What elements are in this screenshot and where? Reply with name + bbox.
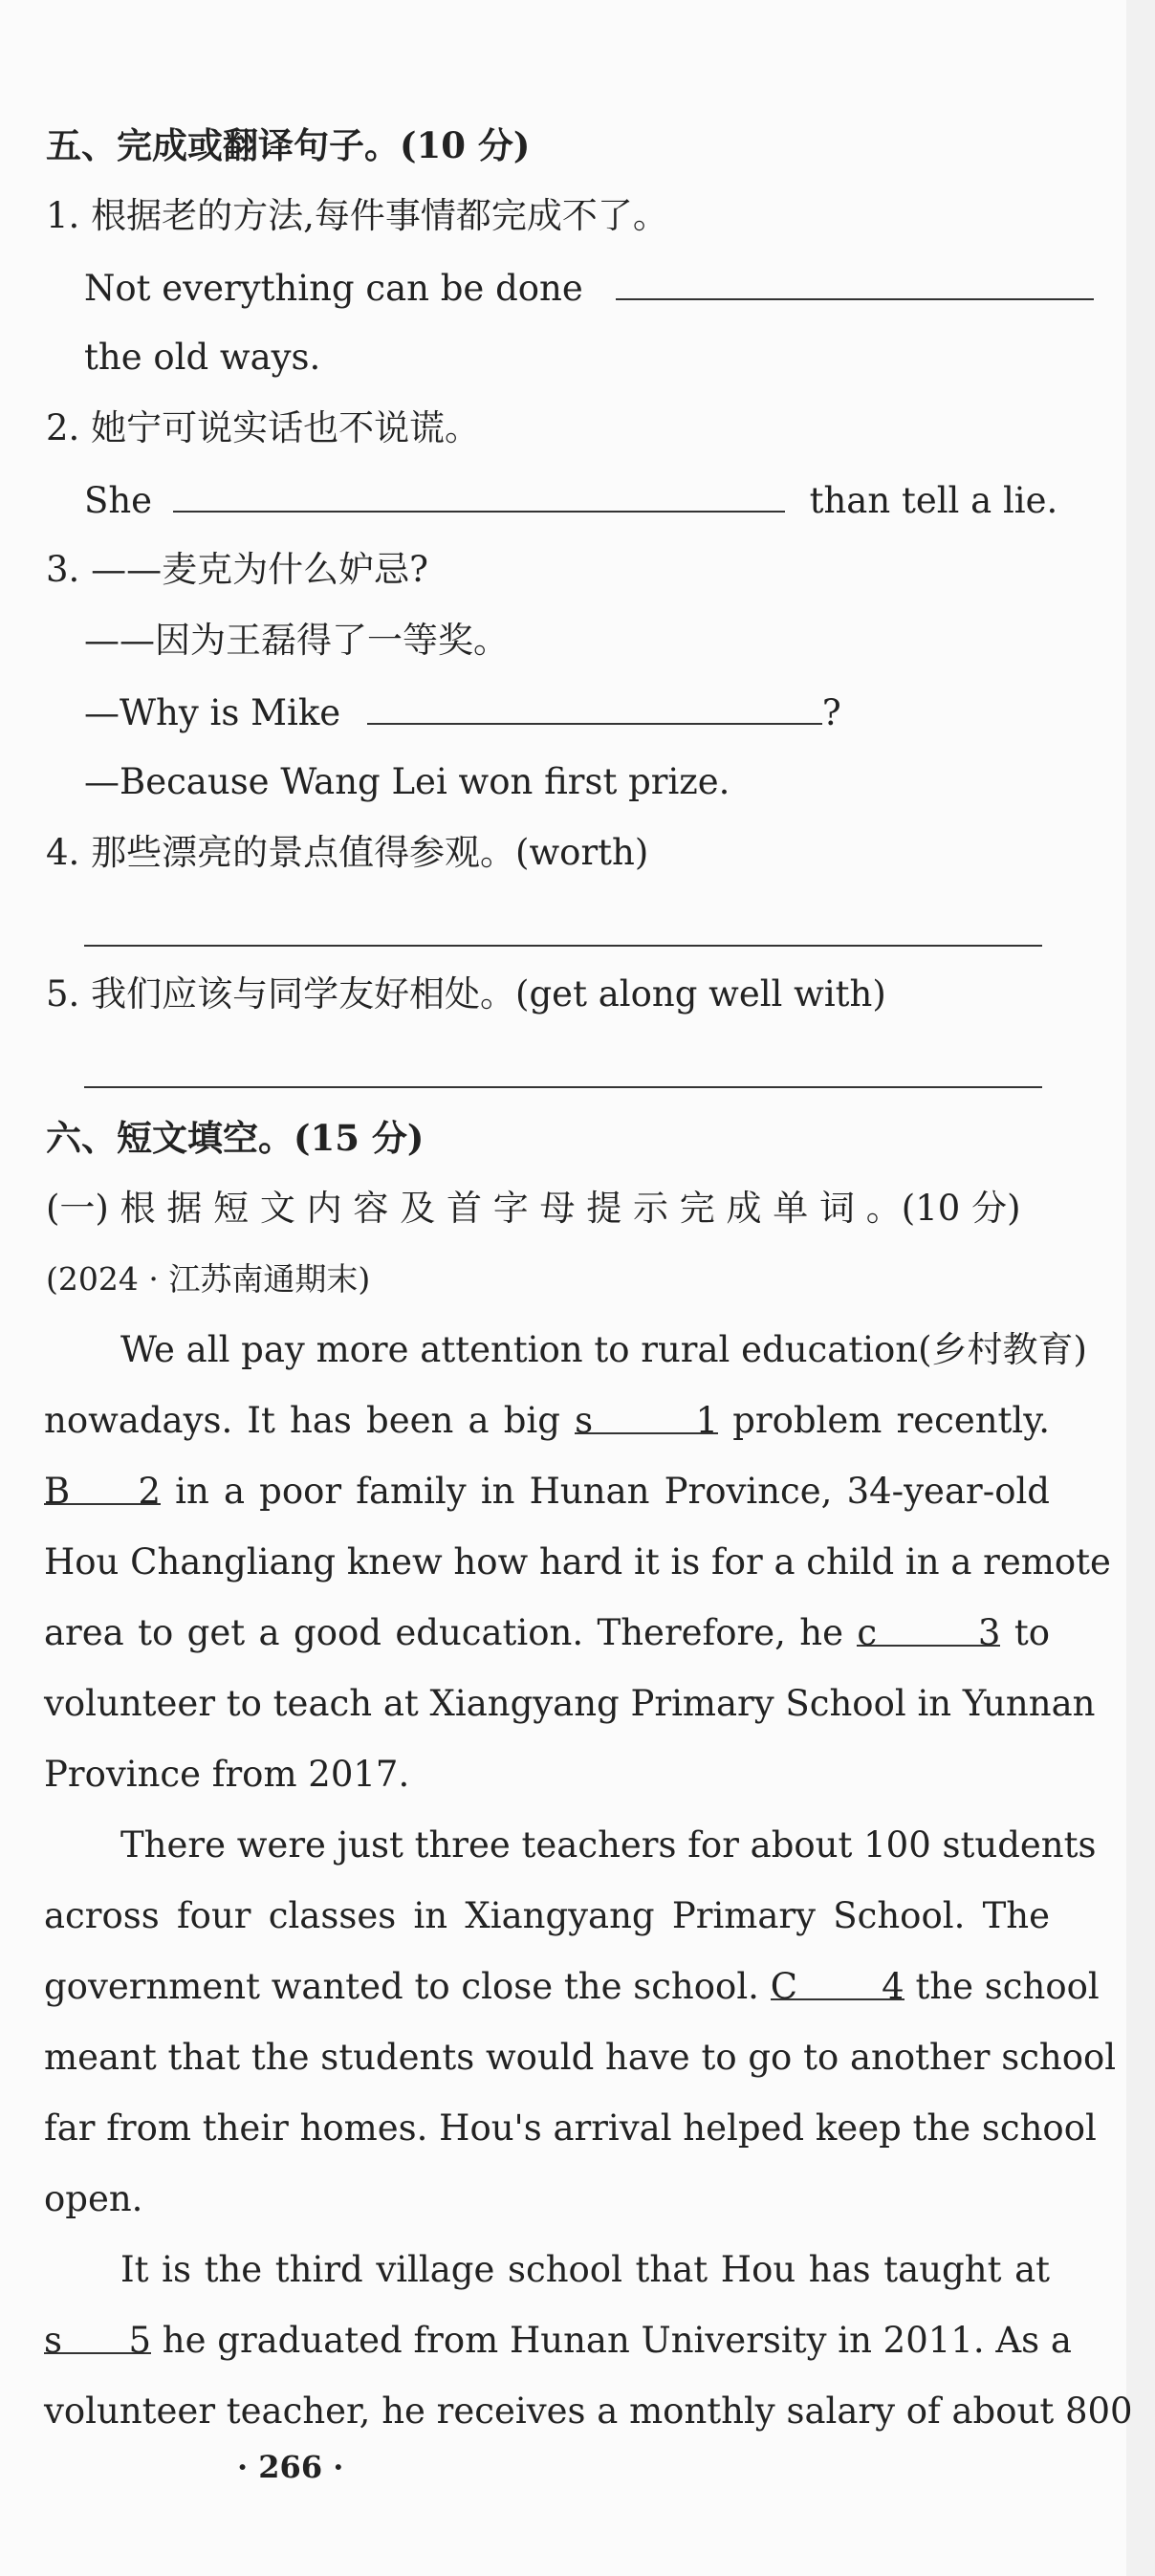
p2-line-1 — [120, 1824, 1097, 1867]
blank-3[interactable]: c 3 — [857, 1612, 1001, 1653]
p1-line-3-text: in a poor family in Hunan Province, 34-year-old — [175, 1471, 1050, 1512]
q5-answer-line[interactable] — [84, 1086, 1042, 1088]
p1-line-2-end: problem recently. — [732, 1400, 1050, 1441]
p1-line-6-text: volunteer to teach at Xiangyang Primary School in Yunnan — [44, 1683, 1096, 1724]
q1-answer-blank[interactable] — [616, 266, 1094, 300]
p2-line-4 — [44, 2037, 1117, 2079]
q2-chinese: 2. 她宁可说实话也不说谎。 — [46, 407, 481, 448]
blank-2[interactable]: B 2 — [44, 1471, 161, 1512]
p2-line-5 — [44, 2107, 1097, 2150]
p2-line-1-text: There were just three teachers for about 100 students — [120, 1824, 1097, 1866]
p1-line-5 — [44, 1612, 1050, 1654]
blank-1[interactable]: s 1 — [575, 1400, 719, 1441]
q1-english-end: the old ways. — [84, 337, 321, 378]
section-6-subheading: (一) 根 据 短 文 内 容 及 首 字 母 提 示 完 成 单 词 。(10 分) — [46, 1188, 1021, 1229]
q4-chinese: 4. 那些漂亮的景点值得参观。(worth) — [46, 832, 649, 873]
q2-english-line — [84, 478, 1155, 520]
p1-line-2-start: nowadays. It has been a big — [44, 1400, 560, 1441]
q1-english-line — [84, 266, 1155, 308]
p3-line-2-text: he graduated from Hunan University in 2011. As a — [162, 2320, 1072, 2361]
p1-line-5-start: area to get a good education. Therefore, he — [44, 1612, 843, 1653]
q2-answer-blank[interactable] — [173, 478, 785, 513]
q5-chinese: 5. 我们应该与同学友好相处。(get along well with) — [46, 973, 886, 1015]
q1-chinese: 1. 根据老的方法,每件事情都完成不了。 — [46, 195, 668, 236]
p3-line-1 — [120, 2249, 1050, 2291]
p1-line-7: Province from 2017. — [44, 1754, 410, 1795]
section-6-heading: 六、短文填空。(15 分) — [46, 1117, 425, 1159]
q2-english-end: than tell a lie. — [809, 480, 1058, 521]
p1-line-4 — [44, 1541, 1111, 1583]
q2-english-start: She — [84, 480, 153, 521]
section-5-heading: 五、完成或翻译句子。(10 分) — [46, 124, 531, 166]
q3-english-question: —Why is Mike — [84, 692, 341, 733]
q1-english-text: Not everything can be done — [84, 268, 583, 309]
p2-line-5-text: far from their homes. Hou's arrival helped keep the school — [44, 2107, 1097, 2149]
q3-chinese-answer: ——因为王磊得了一等奖。 — [84, 620, 509, 661]
q4-answer-line[interactable] — [84, 945, 1042, 947]
q3-english-answer: —Because Wang Lei won first prize. — [84, 761, 730, 802]
p3-line-2 — [44, 2320, 1072, 2362]
q3-english-line — [84, 690, 1155, 732]
p1-line-4-text: Hou Changliang knew how hard it is for a child in a remote — [44, 1541, 1111, 1583]
p2-line-2-text: across four classes in Xiangyang Primary School. The — [44, 1895, 1050, 1936]
p2-line-3-start: government wanted to close the school. — [44, 1966, 759, 2007]
page-number: · 266 · — [237, 2449, 344, 2485]
p2-line-3-end: the school — [915, 1966, 1100, 2007]
p1-line-5-end: to — [1013, 1612, 1050, 1653]
p1-line-3 — [44, 1471, 1050, 1513]
p3-line-3 — [44, 2390, 1133, 2433]
p2-line-3 — [44, 1966, 1100, 2008]
p3-line-1-text: It is the third village school that Hou has taught at — [120, 2249, 1050, 2290]
p2-line-4-text: meant that the students would have to go to another school — [44, 2037, 1117, 2078]
p1-line-1: We all pay more attention to rural education(乡村教育) — [120, 1329, 1087, 1370]
p2-line-6: open. — [44, 2178, 143, 2219]
q3-chinese-question: 3. ——麦克为什么妒忌? — [46, 549, 428, 590]
blank-5[interactable]: s 5 — [44, 2320, 151, 2361]
p1-line-2 — [44, 1400, 1050, 1442]
q3-question-mark: ? — [821, 692, 841, 733]
q3-answer-blank[interactable] — [367, 690, 822, 725]
p1-line-6 — [44, 1683, 1096, 1725]
source-note: (2024 · 江苏南通期末) — [46, 1260, 371, 1298]
p3-line-3-text: volunteer teacher, he receives a monthly salary of about 800 — [44, 2390, 1133, 2432]
blank-4[interactable]: C 4 — [770, 1966, 904, 2007]
p2-line-2 — [44, 1895, 1050, 1937]
